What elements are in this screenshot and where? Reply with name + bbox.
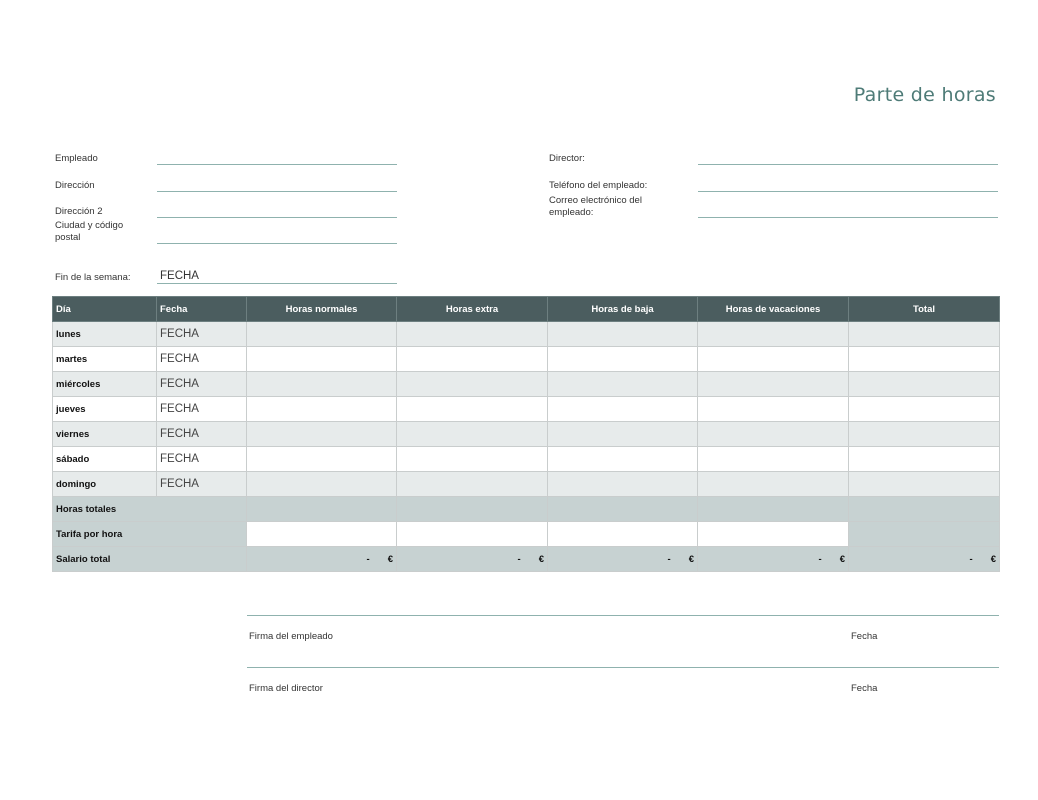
day-cell: domingo: [53, 472, 157, 497]
currency-symbol: €: [839, 553, 845, 565]
sick-hours-cell[interactable]: [548, 447, 698, 472]
date-cell[interactable]: FECHA: [157, 447, 247, 472]
timesheet-table: [52, 296, 1000, 572]
page-title: Parte de horas: [853, 84, 996, 106]
manager-signature-date-label: Fecha: [851, 683, 878, 694]
table-row: [53, 372, 1000, 397]
address2-field[interactable]: [157, 217, 397, 218]
rate-overtime-input[interactable]: [397, 522, 548, 547]
pay-regular: [247, 547, 397, 572]
overtime-cell[interactable]: [397, 447, 548, 472]
total-cell: [849, 372, 1000, 397]
total-cell: [849, 472, 1000, 497]
day-cell: viernes: [53, 422, 157, 447]
employee-phone-field[interactable]: [698, 191, 998, 192]
manager-signature-line[interactable]: [247, 667, 999, 668]
table-row: [53, 322, 1000, 347]
sick-hours-cell[interactable]: [548, 347, 698, 372]
overtime-cell[interactable]: [397, 347, 548, 372]
overtime-cell[interactable]: [397, 322, 548, 347]
pay-dash: -: [366, 553, 370, 565]
date-cell[interactable]: FECHA: [157, 372, 247, 397]
currency-symbol: €: [538, 553, 544, 565]
employee-email-field[interactable]: [698, 217, 998, 218]
rate-sick-input[interactable]: [548, 522, 698, 547]
week-ending-label: Fin de la semana:: [55, 272, 131, 283]
date-cell[interactable]: FECHA: [157, 422, 247, 447]
address-field[interactable]: [157, 191, 397, 192]
pay-dash: -: [969, 553, 973, 565]
total-cell: [849, 422, 1000, 447]
employee-label: Empleado: [55, 153, 98, 164]
week-ending-field[interactable]: [157, 283, 397, 284]
date-cell[interactable]: FECHA: [157, 472, 247, 497]
hourly-rate-row: [53, 522, 1000, 547]
manager-field[interactable]: [698, 164, 998, 165]
total-pay-row: [53, 547, 1000, 572]
vacation-hours-cell[interactable]: [698, 447, 849, 472]
sick-hours-cell[interactable]: [548, 372, 698, 397]
address2-label: Dirección 2: [55, 206, 103, 217]
total-hours-label: Horas totales: [53, 497, 247, 522]
total-sick-hours: [548, 497, 698, 522]
employee-email-label: Correo electrónico del empleado:: [549, 195, 642, 218]
manager-label: Director:: [549, 153, 585, 164]
rate-regular-input[interactable]: [247, 522, 397, 547]
header-total: Total: [849, 297, 1000, 322]
week-ending-value: FECHA: [160, 270, 199, 282]
rate-vacation-input[interactable]: [698, 522, 849, 547]
total-cell: [849, 397, 1000, 422]
header-sick-hours: Horas de baja: [548, 297, 698, 322]
regular-hours-cell[interactable]: [247, 422, 397, 447]
regular-hours-cell[interactable]: [247, 322, 397, 347]
overtime-cell[interactable]: [397, 372, 548, 397]
table-row: [53, 347, 1000, 372]
total-cell: [849, 447, 1000, 472]
vacation-hours-cell[interactable]: [698, 347, 849, 372]
table-row: [53, 397, 1000, 422]
hourly-rate-label: Tarifa por hora: [53, 522, 247, 547]
date-cell[interactable]: FECHA: [157, 322, 247, 347]
regular-hours-cell[interactable]: [247, 472, 397, 497]
pay-dash: -: [667, 553, 671, 565]
vacation-hours-cell[interactable]: [698, 422, 849, 447]
date-cell[interactable]: FECHA: [157, 347, 247, 372]
vacation-hours-cell[interactable]: [698, 322, 849, 347]
total-pay-label: Salario total: [53, 547, 247, 572]
total-hours-row: [53, 497, 1000, 522]
vacation-hours-cell[interactable]: [698, 472, 849, 497]
overtime-cell[interactable]: [397, 397, 548, 422]
regular-hours-cell[interactable]: [247, 372, 397, 397]
employee-signature-line[interactable]: [247, 615, 999, 616]
city-postal-label: Ciudad y código postal: [55, 220, 124, 243]
total-hours-grand: [849, 497, 1000, 522]
day-cell: jueves: [53, 397, 157, 422]
total-cell: [849, 347, 1000, 372]
employee-phone-label: Teléfono del empleado:: [549, 180, 648, 191]
pay-vacation: [698, 547, 849, 572]
pay-overtime: [397, 547, 548, 572]
header-regular-hours: Horas normales: [247, 297, 397, 322]
regular-hours-cell[interactable]: [247, 447, 397, 472]
total-vacation-hours: [698, 497, 849, 522]
day-cell: lunes: [53, 322, 157, 347]
manager-signature-label: Firma del director: [249, 683, 323, 694]
sick-hours-cell[interactable]: [548, 397, 698, 422]
currency-symbol: €: [387, 553, 393, 565]
header-vacation-hours: Horas de vacaciones: [698, 297, 849, 322]
table-row: [53, 447, 1000, 472]
employee-signature-date-label: Fecha: [851, 631, 878, 642]
pay-sick: [548, 547, 698, 572]
overtime-cell[interactable]: [397, 422, 548, 447]
total-overtime: [397, 497, 548, 522]
day-cell: sábado: [53, 447, 157, 472]
address-label: Dirección: [55, 180, 95, 191]
vacation-hours-cell[interactable]: [698, 372, 849, 397]
date-cell[interactable]: FECHA: [157, 397, 247, 422]
total-cell: [849, 322, 1000, 347]
table-row: [53, 472, 1000, 497]
header-day: Día: [53, 297, 157, 322]
overtime-cell[interactable]: [397, 472, 548, 497]
pay-total: [849, 547, 1000, 572]
sick-hours-cell[interactable]: [548, 472, 698, 497]
regular-hours-cell[interactable]: [247, 347, 397, 372]
sick-hours-cell[interactable]: [548, 422, 698, 447]
pay-dash: -: [818, 553, 822, 565]
currency-symbol: €: [688, 553, 694, 565]
total-regular-hours: [247, 497, 397, 522]
currency-symbol: €: [990, 553, 996, 565]
header-overtime: Horas extra: [397, 297, 548, 322]
employee-signature-label: Firma del empleado: [249, 631, 333, 642]
rate-total: [849, 522, 1000, 547]
day-cell: miércoles: [53, 372, 157, 397]
table-header-row: [53, 297, 1000, 322]
pay-dash: -: [517, 553, 521, 565]
header-date: Fecha: [157, 297, 247, 322]
city-postal-field[interactable]: [157, 243, 397, 244]
employee-field[interactable]: [157, 164, 397, 165]
table-row: [53, 422, 1000, 447]
regular-hours-cell[interactable]: [247, 397, 397, 422]
vacation-hours-cell[interactable]: [698, 397, 849, 422]
day-cell: martes: [53, 347, 157, 372]
sick-hours-cell[interactable]: [548, 322, 698, 347]
